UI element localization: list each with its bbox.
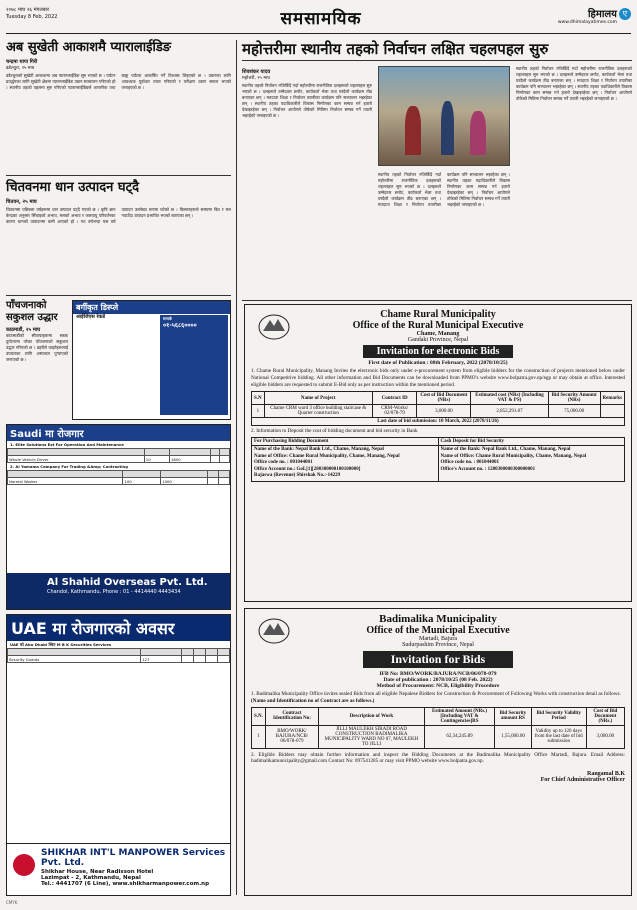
header-date: [6, 7, 57, 21]
notice-place: Martadi, Bajura: [419, 636, 457, 642]
brand-title: हिमालय: [587, 9, 617, 20]
ad-title: Saudi मा रोजगार: [7, 425, 230, 441]
job-title: Whole Vehicle Driver: [8, 456, 145, 463]
notice-title: Chame Rural Municipality: [380, 309, 496, 320]
notice-bar: Invitation for Bids: [363, 651, 513, 668]
job-table: [7, 448, 230, 463]
article-paddy: [6, 180, 231, 312]
job-title: Normal Worker: [8, 478, 123, 485]
notice-para-1b: (Name and Identification no of Contract are as follows.): [251, 697, 375, 704]
main-article-col2: [378, 172, 510, 240]
main-article-col3: [516, 66, 632, 296]
article-body: चितवनमा पछिल्ला वर्षहरूमा धान उत्पादन घट्दै गएको छ । कृषि ज्ञान केन्द्रका अनुसार सिँचाइको अभाव, मलको अभाव र जलवायु परिवर्तनका कारण धानको उत्पादनमा कमी आएको हो । गत वर्षभन्दा यस वर्ष उत्पादन उल्लेख्य रूपमा घटेको छ । किसानहरूले समयमा बिउ र मल नपाउँदा उत्पादन प्रभावित भएको बताएका छन् ।: [6, 207, 231, 224]
table-row: Last date of bid submission: 10 March, 2022 (2078/11/26): [252, 418, 625, 426]
article-headline: चितवनमा धान उत्पादन घट्दै: [6, 180, 140, 195]
agency-address: Chandol, Kathmandu, Phone : 01 - 4414440 4443434: [47, 589, 181, 595]
nepal-emblem-icon: [257, 311, 291, 341]
job-salary: 1800: [169, 456, 210, 463]
article-body-cont: स्थानीय तहको निर्वाचन नजिकिँदै गर्दा महोत्तरीमा राजनीतिक दलहरूको चहलपहल सुरु भएको छ । दलहरूले उम्मेदवार छनोट, कार्यकर्ता भेला तथा घरदैलो कार्यक्रम तीव्र बनाएका छन् । मतदाता शिक्षा र निर्वाचन तयारीका कार्यक्रम पनि सञ्चालन भइरहेका छन् । स्थानीय तहका पदाधिकारीले विकास निर्माणका काम सम्पन्न गर्न हतारो देखाइरहेका छन् । निर्वाचन आयोगले तोकेको मितिमा निर्वाचन सम्पन्न गर्ने तयारी भइरहेको जनाइएको छ ।: [516, 66, 632, 101]
job-qty: 100: [123, 478, 161, 485]
brand-name: [558, 6, 617, 25]
table-header: S.N Name of Project Contract ID Cost of Bid Document (NRs) Estimated cost (NRs) (Including VAT & PS) Bid Security Amount (NRs) Remarks: [252, 392, 625, 405]
saudi-job-ad: [6, 424, 231, 610]
notice-bar: Invitation for electronic Bids: [363, 345, 513, 358]
badimalika-bid-notice: [244, 608, 632, 896]
job-table-2: [7, 470, 230, 485]
agency-name: SHIKHAR INT'L MANPOWER Services Pvt. Ltd.: [41, 848, 226, 868]
notice-para-1: 1. Badimalika Municipality Office invites sealed Bids from all eligible Nepalese Bidders for Construction & Procurement of Following Works with construction detail as follows.: [251, 691, 621, 697]
uae-job-ad: [6, 614, 231, 896]
brand-logo-icon: ए: [619, 8, 631, 20]
print-mark: CMYK: [6, 900, 18, 905]
notice-province: Gandaki Province, Nepal: [407, 337, 469, 343]
ad-phone: ०१-५६८६००००: [163, 322, 197, 329]
ad-title: बर्गीकृत डिस्प्ले: [73, 301, 230, 314]
article-body-cont-2: स्थानीय तहको निर्वाचन नजिकिँदै गर्दा महोत्तरीमा राजनीतिक दलहरूको चहलपहल सुरु भएको छ । दलहरूले उम्मेदवार छनोट, कार्यकर्ता भेला तथा घरदैलो कार्यक्रम तीव्र बनाएका छन् । मतदाता शिक्षा र निर्वाचन तयारीका कार्यक्रम पनि सञ्चालन भइरहेका छन् । स्थानीय तहका पदाधिकारीले विकास निर्माणका काम सम्पन्न गर्न हतारो देखाइरहेका छन् । निर्वाचन आयोगले तोकेको मितिमा निर्वाचन सम्पन्न गर्ने तयारी भइरहेको जनाइएको छ ।: [378, 172, 510, 207]
column-divider: [236, 40, 237, 895]
company-name: UAE को Abu Dhabi स्थित M B K Securities Services: [10, 642, 112, 647]
notice-title: Badimalika Municipality: [379, 613, 497, 625]
article-byline: काठमाडौं, २५ माघ: [6, 327, 41, 333]
agency-name: Al Shahid Overseas Pvt. Ltd.: [47, 577, 208, 588]
company-name: 1. Elite Solutions Est For Operation And Maintenance: [10, 442, 124, 447]
chame-bid-notice: [244, 304, 632, 602]
article-paragliding: [6, 40, 231, 183]
article-byline: चन्द्रमा थापा गिरी: [6, 59, 38, 65]
job-table: [7, 648, 230, 663]
brand-url: www.dhimalayatimes.com: [557, 20, 617, 25]
table-row: [8, 478, 230, 485]
nepal-emblem-icon: [257, 615, 291, 645]
agency-address-2: Lazimpat - 2, Kathmandu, Nepal: [41, 875, 141, 881]
agency-logo-icon: [13, 854, 35, 876]
notice-para-1: 1. Chame Rural Municipality, Manang Invites the electronic bids only under e-procurement system from eligible bidders for the construction of projects mentioned below under National Competitive bidding. All other information and Bid Documents can be downloaded from PPMO's website www.bolpatra.gov.np/egp or may obtain at office. Interested eligible bidders are requested to submit E-Bid only as per instruction within the mentioned period.: [251, 368, 625, 388]
divider: [242, 300, 632, 301]
notice-method: Method of Procurement: NCB, Eligibility Procedure: [376, 683, 500, 689]
agency-phone: Tel.: 4441707 (6 Line), www.shikharmanpower.com.np: [41, 881, 210, 887]
article-dateline: डडेल्धुरा, २५ माघ: [6, 66, 35, 71]
table-row: 1 BMO/WORK/ BAJURA/NCB/ 06/078-079 JILLI MAULEKH SIRADI ROAD CONSTRUCTION BADIMALIKA MUNICIPALITY WARD NO 07, MAULEKH TO JILLI 62,34,245.89 1,55,000.00 Validity up to 120 days from the last date of bid submission 3,000.00: [252, 725, 625, 748]
notice-subtitle: Office of the Municipal Executive: [366, 625, 510, 636]
article-body: काठमाडौंको सीतापाइलामा सडक दुर्घटनामा परेका पाँचजनाको सकुशल उद्धार गरिएको छ । प्रहरीले घाइतेहरूलाई उपचारका लागि अस्पताल पुर्‍याएको जनाएको छ ।: [6, 333, 68, 362]
agency-address: Shikhar House, Near Radisson Hotel: [41, 869, 154, 875]
article-headline: महोत्तरीमा स्थानीय तहको निर्वाचन लक्षित चहलपहल सुरु: [242, 40, 549, 58]
divider: [6, 295, 231, 296]
signatory-title: For Chief Administrative Officer: [540, 777, 625, 784]
company-name-2: 2. Al Yamama Company For Trading &Amp; Contracting: [10, 464, 128, 469]
notice-para-2: 2. Eligible Bidders may obtain further information and inspect the Bidding Documents at the Badimalika Municipality Office Martadi, Bajura. Email Address: badimalikamunicipality@gmail.com Contact No: 097541285 or may visit PPMO website www.bolpatra.gov.np.: [251, 751, 625, 765]
notice-ifb: IFB No: BMO/WORK/BAJURA/NCB/06/078-079: [379, 671, 497, 677]
classified-display-ad: [72, 300, 231, 420]
ad-contact-panel: [160, 315, 228, 415]
table-header: S.N. Contract Identification No: Description of Work Estimated Amount (NRs.) [Including VAT & Contingencies]RS Bid Security amount RS Bid Security Validity Period Cost of Bid Document (NRs.): [252, 707, 625, 725]
signatory-name: Rangamal B.K: [586, 771, 625, 778]
date-nepali: २०७८ माघ २६ मंगलबार: [6, 7, 49, 13]
table-row: [8, 456, 230, 463]
table-row: [8, 656, 230, 663]
article-rescue: [6, 300, 68, 413]
main-article-col1: [242, 66, 372, 248]
job-qty: 127: [141, 656, 182, 663]
table-row: 1 Chame CRM ward 3 office building staircase & Quarter construction CRM-Works/ 02/078-79 3,000.00 2,852,291.07 75,000.00: [252, 405, 625, 418]
agency-footer: [7, 573, 230, 609]
article-byline: शिवशंकर यादव: [242, 69, 271, 75]
article-body: डडेल्धुराको सुखेती आकाशमा अब प्याराग्लाईडिङ सुरु भएको छ । पर्यटन प्रवर्द्धनका लागि सुखेती क्षेत्रमा प्याराग्लाईडिङ उडान सञ्चालन गरिएको हो । स्थानीय तहको पहलमा सुरु गरिएको प्याराग्लाईडिङले आन्तरिक तथा बाह्य पर्यटक आकर्षित गर्ने विश्वास लिइएको छ । उडानका लागि आवश्यक पूर्वाधार तयार गरिएको र परीक्षण उडान सफल भएको जनाइएको छ ।: [6, 73, 231, 90]
job-salary: 1000: [161, 478, 208, 485]
ad-subtitle: आईजिएस रेकर्ड: [76, 314, 106, 320]
date-english: Tuesday 8 Feb, 2022: [6, 14, 58, 20]
divider: [242, 60, 632, 61]
divider: [6, 175, 231, 176]
article-byline: चितवन, २५ माघ: [6, 199, 37, 205]
notice-subtitle: Office of the Rural Municipal Executive: [352, 320, 524, 331]
ad-phone-label: सम्पर्क: [163, 316, 172, 321]
job-title: Security Guards: [8, 656, 141, 663]
section-title: समसामयिक: [280, 9, 362, 29]
news-photo: [378, 66, 510, 166]
notice-pubdate: Date of publication : 2078/10/25 (08 Feb. 2022): [383, 677, 493, 683]
ad-title: UAE मा रोजगारको अवसर: [7, 615, 230, 641]
notice-pubdate: First date of Publication : 08th February, 2022 (2078/10/25): [368, 360, 508, 366]
notice-para-2: 2. Information to Deposit the cost of bidding document and bid security in Bank: [251, 428, 418, 435]
notice-table: [251, 391, 625, 426]
article-body: स्थानीय तहको निर्वाचन नजिकिँदै गर्दा महोत्तरीमा राजनीतिक दलहरूको चहलपहल सुरु भएको छ । दलहरूले उम्मेदवार छनोट, कार्यकर्ता भेला तथा घरदैलो कार्यक्रम तीव्र बनाएका छन् । मतदाता शिक्षा र निर्वाचन तयारीका कार्यक्रम पनि सञ्चालन भइरहेका छन् । स्थानीय तहका पदाधिकारीले विकास निर्माणका काम सम्पन्न गर्न हतारो देखाइरहेका छन् । निर्वाचन आयोगले तोकेको मितिमा निर्वाचन सम्पन्न गर्ने तयारी भइरहेको जनाइएको छ ।: [242, 83, 372, 118]
article-headline: पाँचजनाको सकुशल उद्धार: [6, 300, 58, 323]
job-qty: 10: [144, 456, 169, 463]
article-dateline: महोत्तरी, २५ माघ: [242, 76, 270, 81]
article-mahottari: [242, 40, 632, 61]
page-header: [6, 4, 631, 34]
notice-table: [251, 707, 625, 749]
notice-place: Chame, Manang: [416, 331, 460, 337]
notice-province: Sudurpashim Province, Nepal: [402, 642, 474, 648]
agency-footer: [7, 843, 230, 895]
bank-table: For Purchasing Bidding Document Cash Deposit for Bid Security Name of the Bank: Nepal Bank Ltd., Chame, Manang, Nepal Name of Office: Chame Rural Municipality, Chame, Manang, Nepal Office code no. : 801044001 Office Account no.: GoL[1][280300000100100000] Rajaswa (Revenue) Shirshak No.:-14229 Name of the Bank: Nepal Bank Ltd., Chame, Manang, Nepal Name of Office: Chame Rural Municipality, Chame, Manang, Nepal Office code no. : 801044001 Office's Account no. : 1280300000300000001: [251, 437, 625, 482]
article-headline: अब सुखेती आकाशमै प्यारालाईडिङ: [6, 40, 172, 55]
